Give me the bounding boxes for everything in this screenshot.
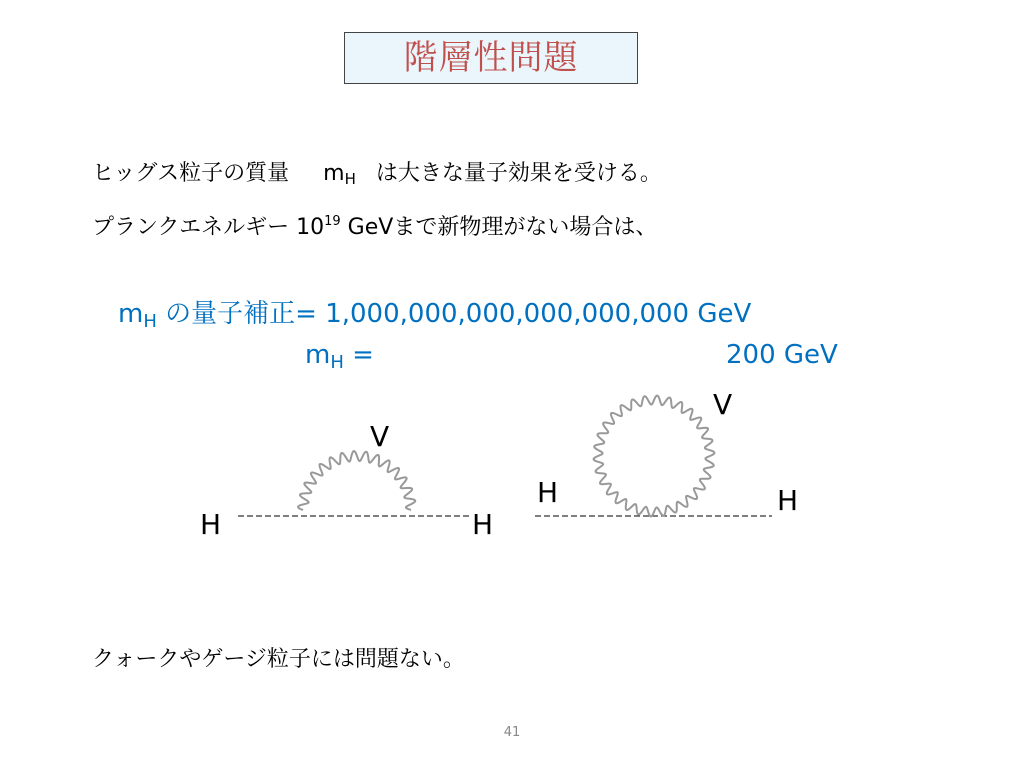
diagram1-right-label: H (472, 508, 494, 541)
line2-base: 10 (296, 215, 325, 240)
diagram1-loop-label: V (370, 420, 390, 453)
line2-unit: GeV (347, 215, 394, 240)
line1-after: は大きな量子効果を受ける。 (375, 161, 662, 186)
diagram2-left-label: H (537, 476, 559, 509)
mass-symbol: m (305, 340, 331, 370)
page-number: 41 (503, 725, 521, 740)
line1-before: ヒッグス粒子の質量 (92, 161, 290, 186)
correction-label: の量子補正 (165, 299, 296, 329)
diagram2-right-label: H (777, 484, 799, 517)
footer-text: クォークやゲージ粒子には問題ない。 (92, 647, 465, 672)
diagram1-gauge-loop (298, 451, 415, 510)
mass-subscript: H (330, 352, 344, 373)
line1-mass-subscript: H (344, 170, 356, 188)
line1-mass-symbol: m (323, 161, 345, 186)
line2-exponent: 19 (324, 214, 341, 229)
mass-equals: = (352, 340, 374, 370)
correction-value: = 1,000,000,000,000,000,000 GeV (295, 299, 752, 329)
correction-symbol: m (118, 299, 144, 329)
diagram2-loop-label: V (713, 388, 733, 421)
correction-subscript: H (143, 311, 157, 332)
slide-title: 階層性問題 (403, 38, 579, 78)
diagram2-gauge-loop (594, 396, 715, 517)
mass-value: 200 GeV (726, 340, 838, 370)
line2-before: プランクエネルギー (92, 215, 290, 240)
line2-after: まで新物理がない場合は、 (393, 215, 658, 240)
diagram1-left-label: H (200, 508, 222, 541)
